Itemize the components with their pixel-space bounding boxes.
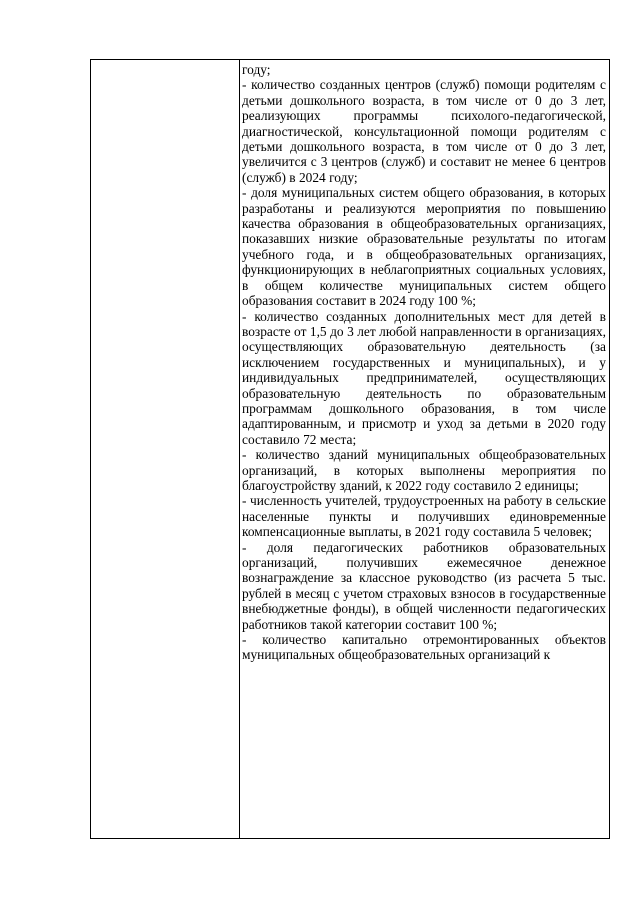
paragraph-class-supervision-pay: - доля педагогических работников образовательных организаций, получивших ежемесячное денежное вознаграждение за классное руководство (из расчета 5 тыс. рублей в месяц с учетом страховых взносов в государственные внебюджетные фонды), в общей численности педагогических работников такой категории составит 100 %;: [242, 539, 606, 632]
paragraph-rural-teachers: - численность учителей, трудоустроенных на работу в сельские населенные пункты и получивших единовременные компенсационные выплаты, в 2021 году составила 5 человек;: [242, 493, 606, 540]
paragraph-additional-places: - количество созданных дополнительных мест для детей в возрасте от 1,5 до 3 лет любой направленности в организациях, осуществляющих образовательную деятельность (за исключением государственных и муниципальных), и у индивидуальных предпринимателей, осуществляющих образовательную деятельность по образовательным программам дошкольного образования, в том числе адаптированным, и присмотр и уход за детьми в 2020 году составило 72 места;: [242, 308, 606, 447]
paragraph-year-end: году;: [242, 62, 271, 77]
table-right-cell: [240, 60, 609, 838]
paragraph-municipal-systems: - доля муниципальных систем общего образования, в которых разработаны и реализуются мероприятия по повышению качества образования в общеобразовательных организациях, показавших низкие образовательные результаты по итогам учебного года, и в общеобразовательных организациях, функционирующих в неблагоприятных социальных условиях, в общем количестве муниципальных систем общего образования составит в 2024 году 100 %;: [242, 185, 606, 309]
document-table: [90, 59, 610, 839]
paragraph-building-improvement: - количество зданий муниципальных общеобразовательных организаций, в которых выполнены мероприятия по благоустройству зданий, к 2022 году составило 2 единицы;: [242, 447, 606, 493]
paragraph-support-centers: - количество созданных центров (служб) помощи родителям с детьми дошкольного возраста, в том числе от 0 до 3 лет, реализующих программы психолого-педагогической, диагностической, консультационной помощи родителям с детьми дошкольного возраста, в том числе от 0 до 3 лет, увеличится с 3 центров (служб) и составит не менее 6 центров (служб) в 2024 году;: [242, 77, 606, 185]
table-left-cell: [91, 60, 240, 838]
paragraph-capital-repairs: - количество капитально отремонтированных объектов муниципальных общеобразовательных организаций к: [242, 632, 606, 663]
